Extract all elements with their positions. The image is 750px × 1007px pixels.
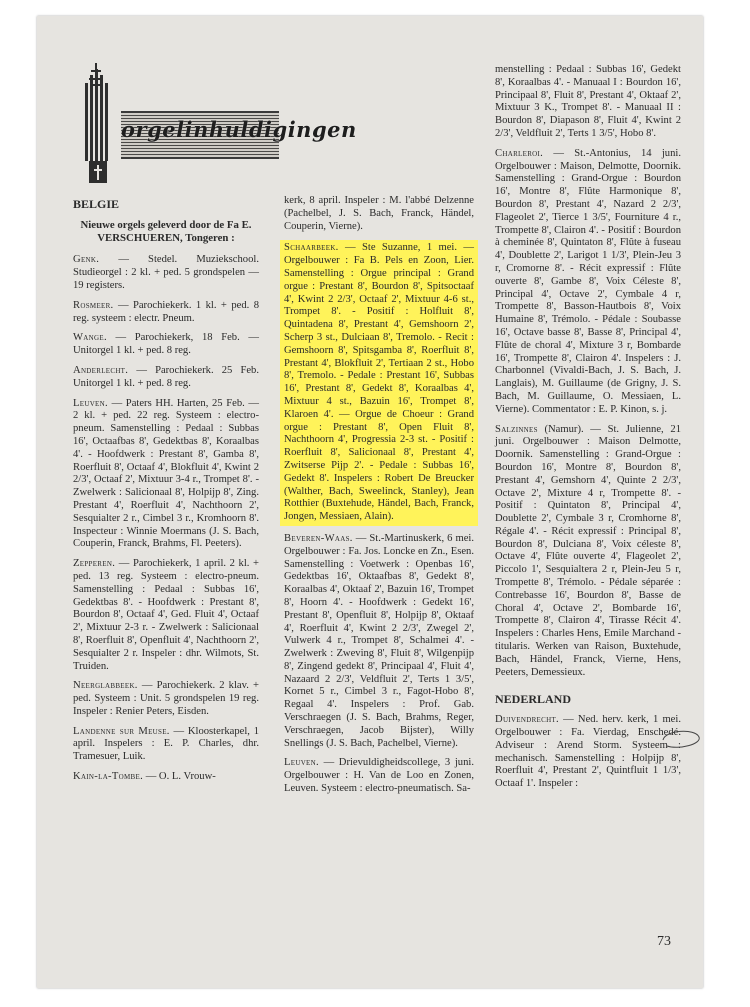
entry-text: — Paters HH. Harten, 25 Feb. — 2 kl. + ped. 22 reg. Systeem : electro-pneum. Samenstelling : Pedaal : Subbas 16', Octaafbas 8', Gedektbas 8', Koraalbas 4'. - Hoofdwerk : Prestant 8', Gamba 8', Roerfluit 8', Octaaf 4', Blokfluit 4', Kwint 2 2/3', Octaaf 2', Mixtuur 3-4 r., Trompet 8'. - Zwelwerk : Salicionaal 8', Holpijp 8', Zing. Prestant 4', Roerfluit 4', Nachthoorn 2', Sesquialter 2 r., Cimbel 3 r., Kromhoorn 8'. Inspecteur : Winnie Moermans (J. S. Bach, Couperin, Franck, Brahms, Fl. Peeters). [73, 397, 259, 550]
entry-genk [73, 254, 259, 292]
entry-place: Rosmeer. [73, 299, 114, 311]
entry-duivendrecht [495, 714, 681, 791]
magazine-page [37, 16, 703, 988]
entry-place: Landenne sur Meuse. [73, 725, 170, 737]
entry-continued [284, 195, 474, 233]
entry-text: (Namur). — St. Julienne, 21 juni. Orgelbouwer : Maison Delmotte, Doornik. Samenstelling : Grand-Orgue : Bourdon 16', Montre 8', Bourdon 8', Prestant 4', Gemshorn 4', Quinte 2 2/3', Octave 2', Mixture 4 r, Trompette 8'. - Positif : Quintaton 8', Principal 4', Doublette 2', Cymbale 3 r, Cromhorne 8', Régale 4'. - Récit expressif : Principal 8', Bourdon 8', Dulciana 8', Voix céleste 8', Octave 4', Flûte ouverte 4', Flageolet 2', Piccolo 1', Sesquialtera 2 r, Plein-Jeu 5 r, Trompette 8', Trémolo. - Pédale séparée : Contrebasse 16', Bourdon 8', Basse de Choral 4', Octave 2', Bombarde 16', Trompette 8', Clairon 4', Tirasse Récit 4'. Inspelers : Charles Hens, Emile Marchand - titularis. Werken van Raison, Buxtehude, Bach, Händel, Franck, Vierne, Hens, Peeters, Demessieux. [495, 423, 681, 678]
entry-place: Wange. [73, 332, 107, 344]
entry-text: — Parochiekerk. 2 klav. + ped. Systeem : Unit. 5 grondspelen 19 reg. Inspeler : Renier Peters, Eisden. [73, 680, 259, 717]
pen-annotation-circle [659, 728, 703, 750]
entry-text: — Parochiekerk, 18 Feb. — Unitorgel 1 kl. + ped. 8 reg. [73, 332, 259, 357]
entry-place: Leuven. [73, 397, 108, 409]
entry-place: Schaarbeek. [284, 242, 339, 254]
page-number: 73 [657, 934, 671, 949]
entry-text: — Kloosterkapel, 1 april. Inspelers : E. P. Charles, dhr. Tramesuer, Luik. [73, 725, 259, 763]
entry-text: — St.-Martinuskerk, 6 mei. Orgelbouwer : Fa. Jos. Loncke en Zn., Esen. Samenstelling : Voetwerk : Openbas 16', Gedektbas 16', Oktaafbas 8', Gedekt 8', Koraalbas 4', Oktaaf 2', Bazuin 16', Trompet 8', Hoorn 4'. - Hoofdwerk : Gedekt 16', Prestant 8', Openfluit 8', Holpijp 8', Oktaaf 4', Roerfluit 4', Kwint 2 2/3', Zwegel 2', Vulwerk 4 r., Trompet 8', Schalmei 4'. - Zwelwerk : Zweving 8', Fluit 8', Wilgenpijp 8', Zingend gedekt 8', Principaal 4', Fluit 4', Nazaard 2 2/3', Veldfluit 2', Terts 1 3/5', Kornet 5 r., Cimbel 3 r., Fagot-Hobo 8', Regaal 4'. Inspelers : Prof. Gab. Verschraegen (J. S. Bach, Brahms, Reger, Verschraegen, Jacob Bijster), Willy Snellings (J. S. Bach, Pachelbel, Vierne). [284, 532, 474, 749]
entry-text: menstelling : Pedaal : Subbas 16', Gedekt 8', Koraalbas 4'. - Manuaal I : Bourdon 16', Principaal 8', Fluit 8', Prestant 4', Oktaaf 2', Mixtuur 3 K., Trompet 8'. - Manuaal II : Bourdon 8', Diapason 8', Fluit 4', Kwint 2 2/3', Veldfluit 2', Terts 1 3/5', Hobo 8'. [495, 64, 681, 139]
entry-place: Charleroi. [495, 147, 544, 159]
column-1 [73, 196, 259, 791]
entry-kain [73, 771, 259, 784]
entry-wange [73, 332, 259, 358]
entry-place: Beveren-Waas. [284, 532, 353, 544]
entry-anderlecht [73, 365, 259, 391]
builder-note: Nieuwe orgels geleverd door de Fa E. VERSCHUEREN, Tongeren : [80, 218, 252, 244]
entry-text: — O. L. Vrouw- [145, 771, 216, 783]
entry-place: Salzinnes [495, 423, 538, 435]
entry-neerglabbeek [73, 680, 259, 718]
entry-salzinnes [495, 424, 681, 680]
page-header [73, 61, 357, 197]
organ-pipes-palm-cross-icon [73, 61, 123, 189]
entry-leuven [73, 398, 259, 552]
entry-text: — St.-Antonius, 14 juni. Orgelbouwer : Maison, Delmotte, Doornik. Samenstelling : Grand-Orgue : Bourdon 16', Montre 8', Flûte Harmonique 8', Bourdon 8', Prestant 4', Nazard 2 2/3', Flageolet 2', Tierce 1 3/5', Fourniture 4 r., Trompette 8', Clairon 4'. - Positif : Bourdon à cheminée 8', Quintaton 8', Flûte à fuseau 4', Doublette 2', Larigot 1 1/3', Plein-Jeu 3 r, Cromorne 8'. - Récit expressif : Flûte ouverte 8', Gambe 8', Voix Céleste 8', Principal 4', Octave 2', Cymbale 4 r, Trompette 8', Basson-Hautbois 8', Voix Humaine 8', Trémolo. - Pédale : Soubasse 16', Octave basse 8', Basse 8', Principal 4', Flûte de choral 4', Mixture 3 r, Bombarde 16', Trompette 8', Clairon 4'. Inspelers : J. Charbonnel (Vivaldi-Bach, J. S. Bach, J. Langlais), M. Guillaume (de Grigny, J. S. Bach, M. Guillaume, O. Messiaen, L. Vierne). Commentator : E. P. Kinon, s. j. [495, 147, 681, 415]
entry-charleroi [495, 148, 681, 417]
entry-place: Zepperen. [73, 558, 116, 570]
highlighted-entry-schaarbeek [280, 240, 478, 526]
entry-place: Kain-la-Tombe. [73, 771, 144, 783]
entry-text: kerk, 8 april. Inspeler : M. l'abbé Delzenne (Pachelbel, J. S. Bach, Franck, Händel, Couperin, Vierne). [284, 195, 474, 232]
header-banner [121, 111, 357, 159]
section-title-belgie: BELGIE [73, 197, 120, 211]
section-title-nederland: NEDERLAND [495, 692, 572, 707]
entry-continued [495, 64, 681, 141]
entry-place: Leuven. [284, 757, 319, 769]
entry-text: — Parochiekerk. 25 Feb. Unitorgel 1 kl. + ped. 8 reg. [73, 364, 259, 389]
entry-text: — Parochiekerk, 1 april. 2 kl. + ped. 13 reg. Systeem : electro-pneum. Samenstelling : Pedaal : Subbas 16', Gedektbas 8'. - Hoofdwerk : Prestant 8', Bourdon 8', Octaaf 4', Ged. Fluit 4', Octaaf 2', Mixtuur 2-3 r. - Zwelwerk : Salicionaal 8', Roerfluit 8', Openfluit 4', Nachthoorn 2', Sesquialter 2 r. Inspeler : dhr. Wilmots, St. Truiden. [73, 558, 259, 672]
entry-place: Anderlecht. [73, 364, 129, 376]
banner-title: orgelinhuldigingen [121, 117, 357, 142]
entry-text: — Stedel. Muziekschool. Studieorgel : 2 kl. + ped. 5 grondspelen — 19 registers. [73, 254, 259, 291]
entry-text: — Ned. herv. kerk, 1 mei. Orgelbouwer : Fa. Vierdag, Enschedé. Adviseur : Arend Storm. Systeem : mechanisch. Samenstelling : Holpijp 8', Roerfluit 4', Prestant 2', Quintfluit 1 1/3', Octaaf 1'. Inspeler : [495, 714, 681, 790]
entry-zepperen [73, 558, 259, 673]
entry-leuven-college [284, 757, 474, 795]
entry-text: — Ste Suzanne, 1 mei. — Orgelbouwer : Fa B. Pels en Zoon, Lier. Samenstelling : Orgue principal : Grand orgue : Prestant 8', Bourdon 8', Spitsoctaaf 4', Kwint 2 2/3', Octaaf 2', Mixtuur 4-6 st., Trompet 8'. - Positif : Holfluit 8', Quintadena 8', Prestant 4', Gemshoorn 2', Scherp 3 st., Dulciaan 8', Tremolo. - Recit : Gemshoorn 8', Spitsgamba 8', Roerfluit 8', Prestant 4', Blokfluit 2', Tertiaan 2 st., Hobo 8', Tremolo. - Pedale : Prestant 16', Subbas 16', Prestant 8', Gedekt 8', Koraalbas 4', Mixtuur 4 st., Bazuin 16', Trompet 8', Klaroen 4'. — Orgue de Choeur : Grand orgue : Prestant 8', Open Fluit 8', Nachthoorn 4', Progressia 2-3 st. - Positif : Roerfluit 8', Salicionaal 8', Prestant 4', Zwitserse Pijp 2'. - Pedale : Subbas 16', Gedekt 8'. Inspelers : Robert De Breucker (Walther, Bach, Sweelinck, Stanley), Jean Rotthier (Buxtehude, Händel, Bach, Franck, Jongen, Messiaen, Alain). [284, 242, 474, 523]
entry-place: Duivendrecht. [495, 714, 559, 726]
entry-place: Neerglabbeek. [73, 680, 138, 692]
entry-place: Genk. [73, 254, 100, 266]
entry-beveren-waas [284, 533, 474, 751]
entry-text: — Parochiekerk. 1 kl. + ped. 8 reg. systeem : electr. Pneum. [73, 299, 259, 324]
entry-landenne [73, 726, 259, 764]
entry-text: — Drievuldigheidscollege, 3 juni. Orgelbouwer : H. Van de Loo en Zonen, Leuven. Systeem : electro-pneumatisch. Sa- [284, 757, 474, 795]
column-2 [284, 195, 474, 803]
entry-rosmeer [73, 300, 259, 326]
column-3 [495, 64, 681, 798]
